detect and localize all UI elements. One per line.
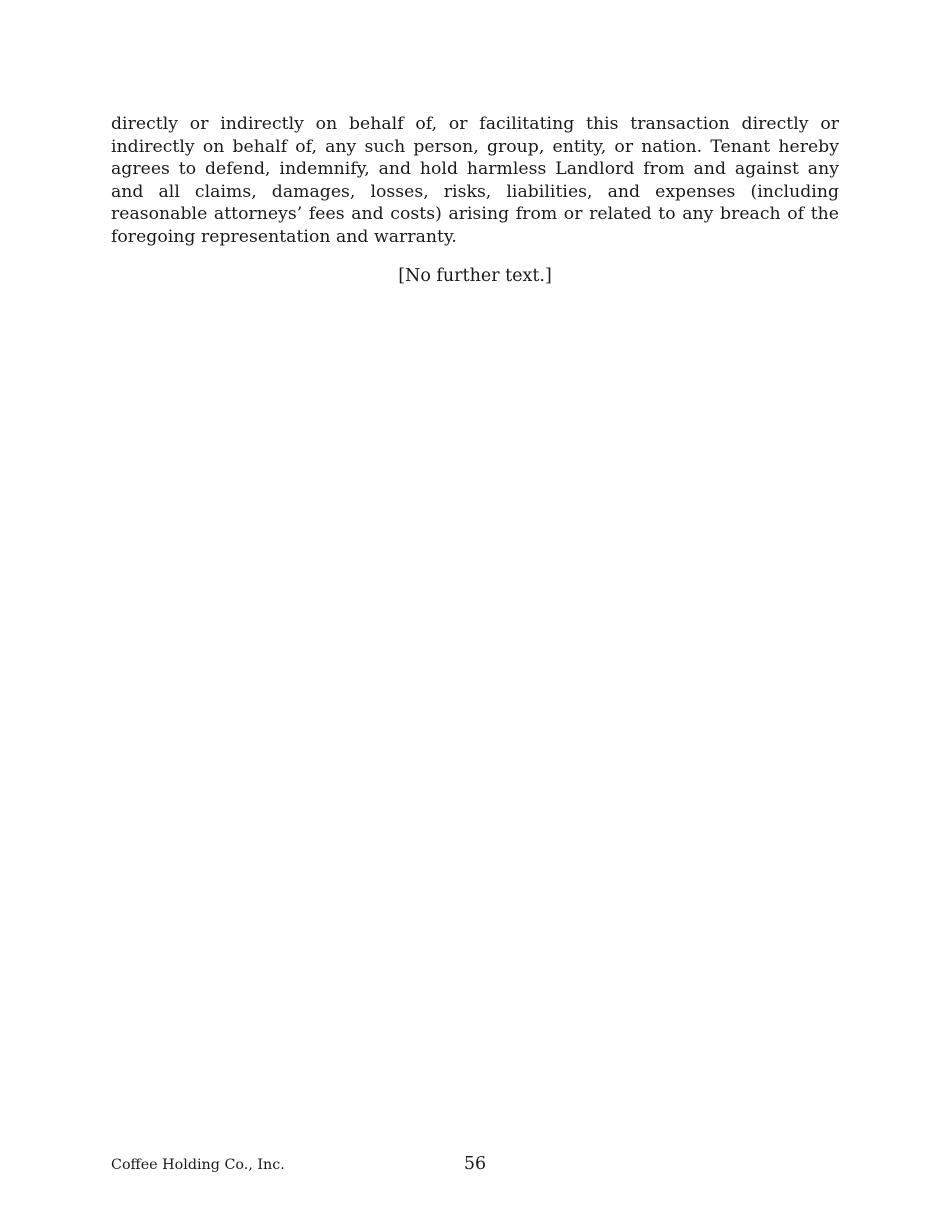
footer-company-name: Coffee Holding Co., Inc. (111, 1157, 285, 1173)
body-paragraph: directly or indirectly on behalf of, or facilitating this transaction directly or indirectly on behalf of, any such person, group, entity, or nation. Tenant hereby agrees to defend, indemnify, and hold harmless Landlord from and against any and all claims, damages, losses, risks, liabilities, and expenses (including reasonable attorneys’ fees and costs) arising from or related to any breach of the foregoing representation and warranty. (111, 114, 839, 247)
page-number: 56 (463, 1154, 487, 1174)
end-of-text-note: [No further text.] (398, 266, 552, 286)
